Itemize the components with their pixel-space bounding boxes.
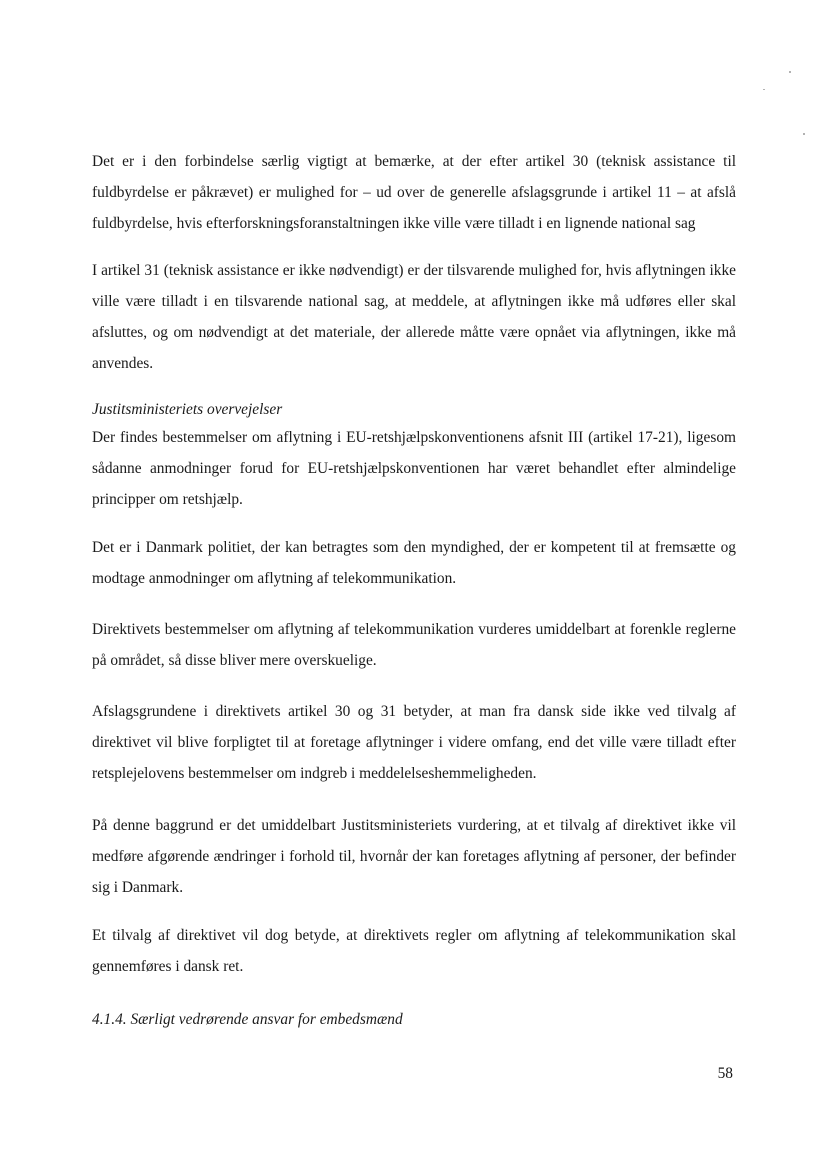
paragraph-2: I artikel 31 (teknisk assistance er ikke nødvendigt) er der tilsvarende mulighed for, hvis aflytningen ikke ville være tilladt i en tilsvarende national sag, at meddele, at aflytningen ikke må udføres eller skal afsluttes, og om nødvendigt at det materiale, der allerede måtte være opnået via aflytningen, ikke må anvendes.: [92, 262, 736, 372]
paragraph-6: Afslagsgrundene i direktivets artikel 30 og 31 betyder, at man fra dansk side ikke ved tilvalg af direktivet vil blive forpligtet til at foretage aflytninger i videre omfang, end det ville være tilladt efter retsplejelovens bestemmelser om indgreb i meddelelseshemmeligheden.: [92, 703, 736, 782]
paragraph-8: Et tilvalg af direktivet vil dog betyde, at direktivets regler om aflytning af telekommunikation skal gennemføres i dansk ret.: [92, 927, 736, 975]
scan-speck: [803, 133, 805, 135]
subsection-heading: 4.1.4. Særligt vedrørende ansvar for embedsmænd: [92, 1011, 403, 1028]
paragraph-7: På denne baggrund er det umiddelbart Justitsministeriets vurdering, at et tilvalg af direktivet ikke vil medføre afgørende ændringer i forhold til, hvornår der kan foretages aflytning af personer, der befinder sig i Danmark.: [92, 817, 736, 896]
page-number: 58: [717, 1065, 733, 1082]
scan-speck: [763, 89, 765, 90]
scan-speck: [789, 71, 791, 73]
paragraph-3: Der findes bestemmelser om aflytning i EU-retshjælpskonventionens afsnit III (artikel 17-21), ligesom sådanne anmodninger forud for EU-retshjælpskonventionen har været behandlet efter almindelige principper om retshjælp.: [92, 429, 736, 508]
paragraph-4: Det er i Danmark politiet, der kan betragtes som den myndighed, der er kompetent til at fremsætte og modtage anmodninger om aflytning af telekommunikation.: [92, 539, 736, 587]
paragraph-1: Det er i den forbindelse særlig vigtigt at bemærke, at der efter artikel 30 (teknisk assistance til fuldbyrdelse er påkrævet) er mulighed for – ud over de generelle afslagsgrunde i artikel 11 – at afslå fuldbyrdelse, hvis efterforskningsforanstaltningen ikke ville være tilladt i en lignende national sag: [92, 153, 736, 232]
section-heading: Justitsministeriets overvejelser: [92, 401, 283, 418]
paragraph-5: Direktivets bestemmelser om aflytning af telekommunikation vurderes umiddelbart at forenkle reglerne på området, så disse bliver mere overskuelige.: [92, 621, 736, 669]
